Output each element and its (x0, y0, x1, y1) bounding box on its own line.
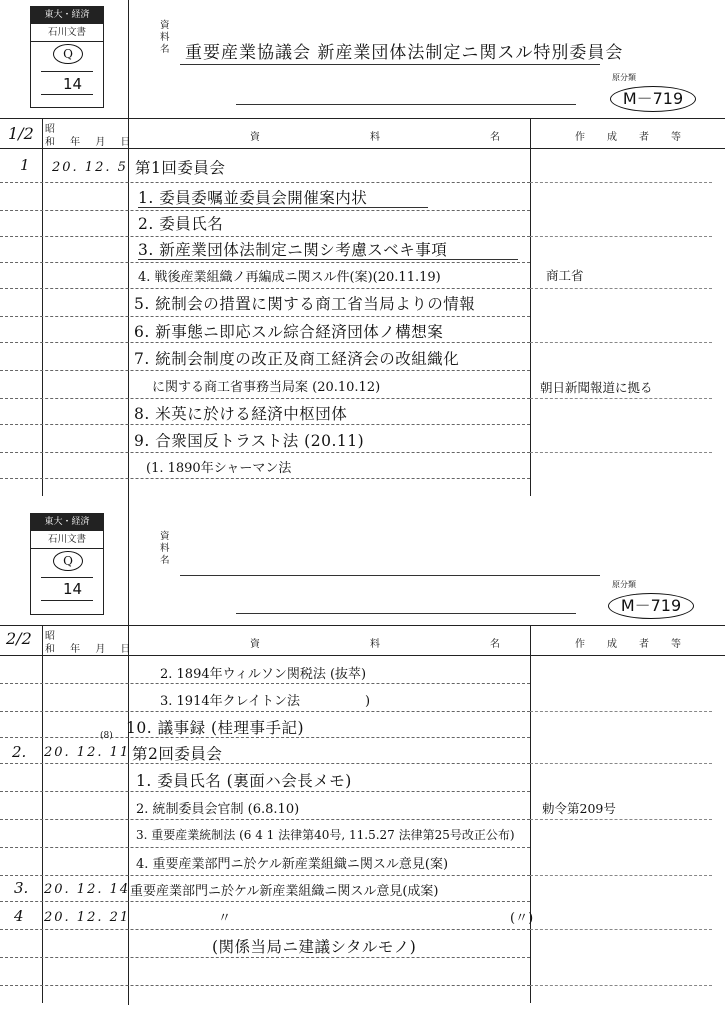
list-item: 3. 重要産業統制法 (6 4 1 法律第40号, 11.5.27 法律第25号改正公布) (136, 828, 515, 842)
list-item: に関する商工省事務当局案 (20.10.12) (152, 380, 381, 395)
list-item: 8. 米英に於ける経済中枢団体 (134, 405, 348, 423)
header-top-rule (0, 118, 725, 119)
archive-stamp (30, 513, 104, 615)
archive-stamp (30, 6, 104, 108)
col-divider (530, 118, 531, 496)
bunrui-label: 原分類 (612, 580, 636, 589)
list-item: (関係当局ニ建議シタルモノ) (212, 938, 417, 956)
bunrui-label: 原分類 (612, 73, 636, 82)
entry-number: 4 (14, 907, 24, 925)
stamp-q: Q (53, 44, 83, 64)
list-item: 第2回委員会 (132, 745, 223, 763)
author-header: 作 成 者 等 (575, 132, 687, 143)
row-rule (530, 875, 712, 876)
row-rule (0, 957, 530, 958)
row-rule (0, 182, 530, 183)
row-rule (0, 424, 530, 425)
author: 朝日新聞報道に拠る (540, 380, 653, 395)
shiryo-label: 資 料 名 (160, 20, 170, 55)
author: 勅令第209号 (542, 801, 616, 816)
row-rule (0, 236, 530, 237)
stamp-collection: 石川文書 (31, 24, 103, 42)
row-rule (0, 791, 530, 792)
catalog-sheet-2 (0, 505, 725, 1009)
list-item: 第1回委員会 (135, 159, 226, 177)
item-underline (138, 259, 518, 260)
stamp-number: 14 (63, 580, 83, 598)
entry-number: 3. (14, 879, 29, 897)
entry-date: 20. 12. 11 (44, 745, 131, 760)
list-item: 3. 新産業団体法制定ニ関シ考慮スベキ事項 (138, 241, 448, 259)
row-rule (530, 342, 712, 343)
row-rule (530, 819, 712, 820)
row-rule (530, 398, 712, 399)
col-divider (530, 625, 531, 1003)
entry-number: 1 (20, 156, 30, 174)
date-header: 和 年 月 日 (45, 137, 137, 148)
name-header: 資 料 名 (250, 132, 520, 143)
row-rule (530, 711, 712, 712)
row-rule (0, 478, 530, 479)
list-item: 4. 重要産業部門ニ於ケル新産業組織ニ関スル意見(案) (136, 857, 449, 872)
row-rule (0, 210, 530, 211)
row-rule (0, 711, 530, 712)
row-rule (530, 182, 712, 183)
date-header: 和 年 月 日 (45, 644, 137, 655)
title-underline (180, 64, 600, 65)
list-item: 1. 委員委嘱並委員会開催案内状 (138, 189, 368, 207)
entry-date: 20. 12. 14 (44, 882, 131, 897)
row-rule (0, 316, 530, 317)
stamp-rule (41, 577, 93, 578)
row-rule (0, 683, 530, 684)
left-margin-rule (128, 0, 129, 505)
list-item: 3. 1914年クレイトン法 ) (160, 694, 371, 709)
stamp-collection: 石川文書 (31, 531, 103, 549)
row-rule (530, 985, 712, 986)
date-correction: (8) (100, 731, 113, 741)
bunrui-code: M－719 (608, 593, 694, 619)
row-rule (530, 929, 712, 930)
list-item: 重要産業部門ニ於ケル新産業組織ニ関スル意見(成案) (130, 884, 439, 899)
row-rule (0, 370, 530, 371)
entry-date: 20. 12. 5 (52, 160, 128, 175)
title-underline (236, 613, 576, 614)
name-header: 資 料 名 (250, 639, 520, 650)
row-rule (0, 342, 530, 343)
list-item: 7. 統制会制度の改正及商工経済会の改組織化 (134, 350, 460, 368)
col-divider (42, 118, 43, 496)
document-title: 重要産業協議会 新産業団体法制定ニ関スル特別委員会 (185, 43, 624, 63)
list-item: 1. 委員氏名 (裏面ハ会長メモ) (136, 772, 352, 790)
title-underline (236, 104, 576, 105)
list-item: 2. 統制委員会官制 (6.8.10) (136, 802, 300, 817)
row-rule (0, 901, 530, 902)
stamp-number: 14 (63, 75, 83, 93)
row-rule (530, 236, 712, 237)
list-item: 4. 戦後産業組織ノ再編成ニ関スル件(案)(20.11.19) (138, 270, 441, 285)
era-label: 昭 (45, 631, 55, 642)
stamp-institution: 東大・経済 (31, 7, 103, 24)
row-rule (530, 452, 712, 453)
row-rule (0, 985, 530, 986)
era-label: 昭 (45, 124, 55, 135)
page-number: 2/2 (6, 629, 32, 648)
list-item: 6. 新事態ニ即応スル綜合経済団体ノ構想案 (134, 323, 444, 341)
header-top-rule (0, 625, 725, 626)
list-item: 10. 議事録 (桂理事手記) (126, 719, 305, 737)
row-rule (0, 875, 530, 876)
stamp-q: Q (53, 551, 83, 571)
page-number: 1/2 (8, 124, 34, 143)
list-item: 9. 合衆国反トラスト法 (20.11) (134, 432, 365, 450)
author-header: 作 成 者 等 (575, 639, 687, 650)
row-rule (0, 819, 530, 820)
shiryo-label: 資 料 名 (160, 531, 170, 566)
col-divider (42, 625, 43, 1003)
row-rule (530, 288, 712, 289)
title-underline (180, 575, 600, 576)
list-item: 2. 委員氏名 (138, 215, 224, 233)
stamp-institution: 東大・経済 (31, 514, 103, 531)
stamp-rule (41, 94, 93, 95)
header-bottom-rule (0, 655, 725, 656)
ditto-mark: (〃) (510, 911, 534, 926)
row-rule (0, 452, 530, 453)
row-rule (0, 763, 530, 764)
list-item: 5. 統制会の措置に関する商工省当局よりの情報 (134, 295, 476, 313)
list-item: 2. 1894年ウィルソン関税法 (抜萃) (160, 667, 367, 682)
author: 商工省 (546, 268, 584, 283)
stamp-rule (41, 71, 93, 72)
row-rule (0, 398, 530, 399)
row-rule (0, 262, 530, 263)
entry-number: 2. (12, 743, 27, 761)
row-rule (530, 763, 712, 764)
item-underline (138, 207, 428, 208)
stamp-rule (41, 600, 93, 601)
bunrui-code: M－719 (610, 86, 696, 112)
header-bottom-rule (0, 148, 725, 149)
row-rule (0, 288, 530, 289)
row-rule (0, 929, 530, 930)
entry-date: 20. 12. 21 (44, 910, 131, 925)
row-rule (0, 847, 530, 848)
list-item: (1. 1890年シャーマン法 (146, 461, 292, 476)
ditto-mark: 〃 (218, 911, 232, 926)
